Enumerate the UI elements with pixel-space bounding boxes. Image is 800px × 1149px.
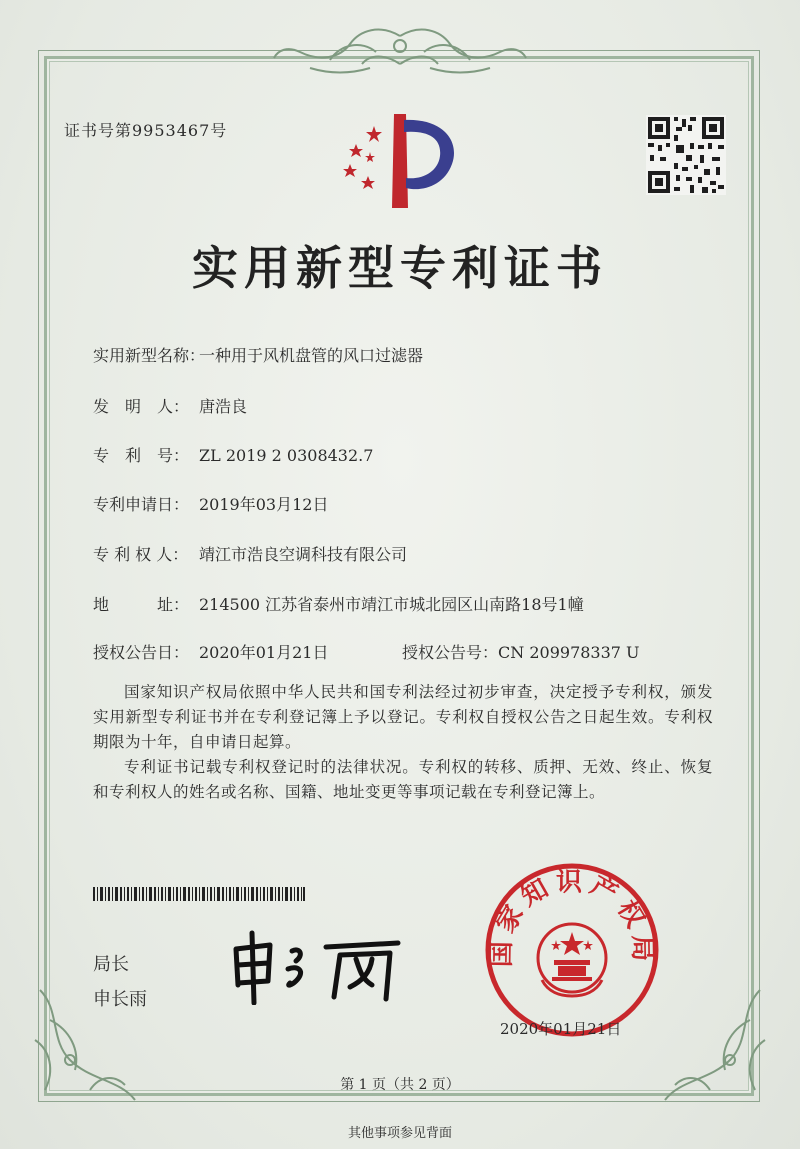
top-ornament-icon [270,24,530,84]
field-value: 唐浩良 [199,397,248,416]
qr-code-icon [646,115,726,195]
field-grant-date [93,640,328,663]
field-value: 2019年03月12日 [199,495,329,514]
field-announcement-number [402,640,640,663]
field-address [93,592,584,615]
svg-text:国家知识产权局: 国家知识产权局 [486,867,658,968]
director-signature-icon [222,925,412,1005]
field-label: 专 利 权 人： [93,545,189,564]
field-utility-model-name [93,343,423,366]
field-application-date [93,492,328,515]
field-label: 地 址： [93,595,190,614]
field-label: 授权公告号： [402,643,499,662]
field-value: ZL 2019 2 0308432.7 [199,446,374,465]
field-value: 一种用于风机盘管的风口过滤器 [199,346,424,365]
cnipa-logo-icon [334,112,466,212]
certificate-number: 证书号第9953467号 [64,121,228,140]
page-info: 第 1 页（共 2 页） [340,1077,460,1093]
certificate-title: 实用新型专利证书 [192,241,608,295]
director-name: 申长雨 [93,989,147,1010]
footer-note: 其他事项参见背面 [347,1126,452,1141]
field-value: 214500 江苏省泰州市靖江市城北园区山南路18号1幢 [199,595,584,614]
barcode-icon [93,887,305,901]
field-value: 2020年01月21日 [199,643,329,662]
seal-date: 2020年01月21日 [500,1020,622,1038]
grant-statement-paragraph: 国家知识产权局依照中华人民共和国专利法经过初步审查，决定授予专利权，颁发实用新型专利证书并在专利登记簿上予以登记。专利权自授权公告之日起生效。专利权期限为十年，自申请日起算。 [93,683,713,751]
field-label: 实用新型名称： [93,346,206,365]
director-title: 局长 [93,954,129,975]
field-inventor [93,394,247,417]
field-patentee [93,542,407,565]
field-value: CN 209978337 U [498,643,640,662]
field-label: 专 利 号： [93,446,190,465]
field-label: 授权公告日： [93,643,190,662]
legal-status-paragraph: 专利证书记载专利权登记时的法律状况。专利权的转移、质押、无效、终止、恢复和专利权人的姓名或名称、国籍、地址变更等事项记载在专利登记簿上。 [93,758,713,801]
official-seal-icon [482,860,662,1040]
field-label: 发 明 人： [93,397,190,416]
field-patent-number [93,443,373,466]
field-value: 靖江市浩良空调科技有限公司 [199,545,408,564]
field-label: 专利申请日： [93,495,190,514]
